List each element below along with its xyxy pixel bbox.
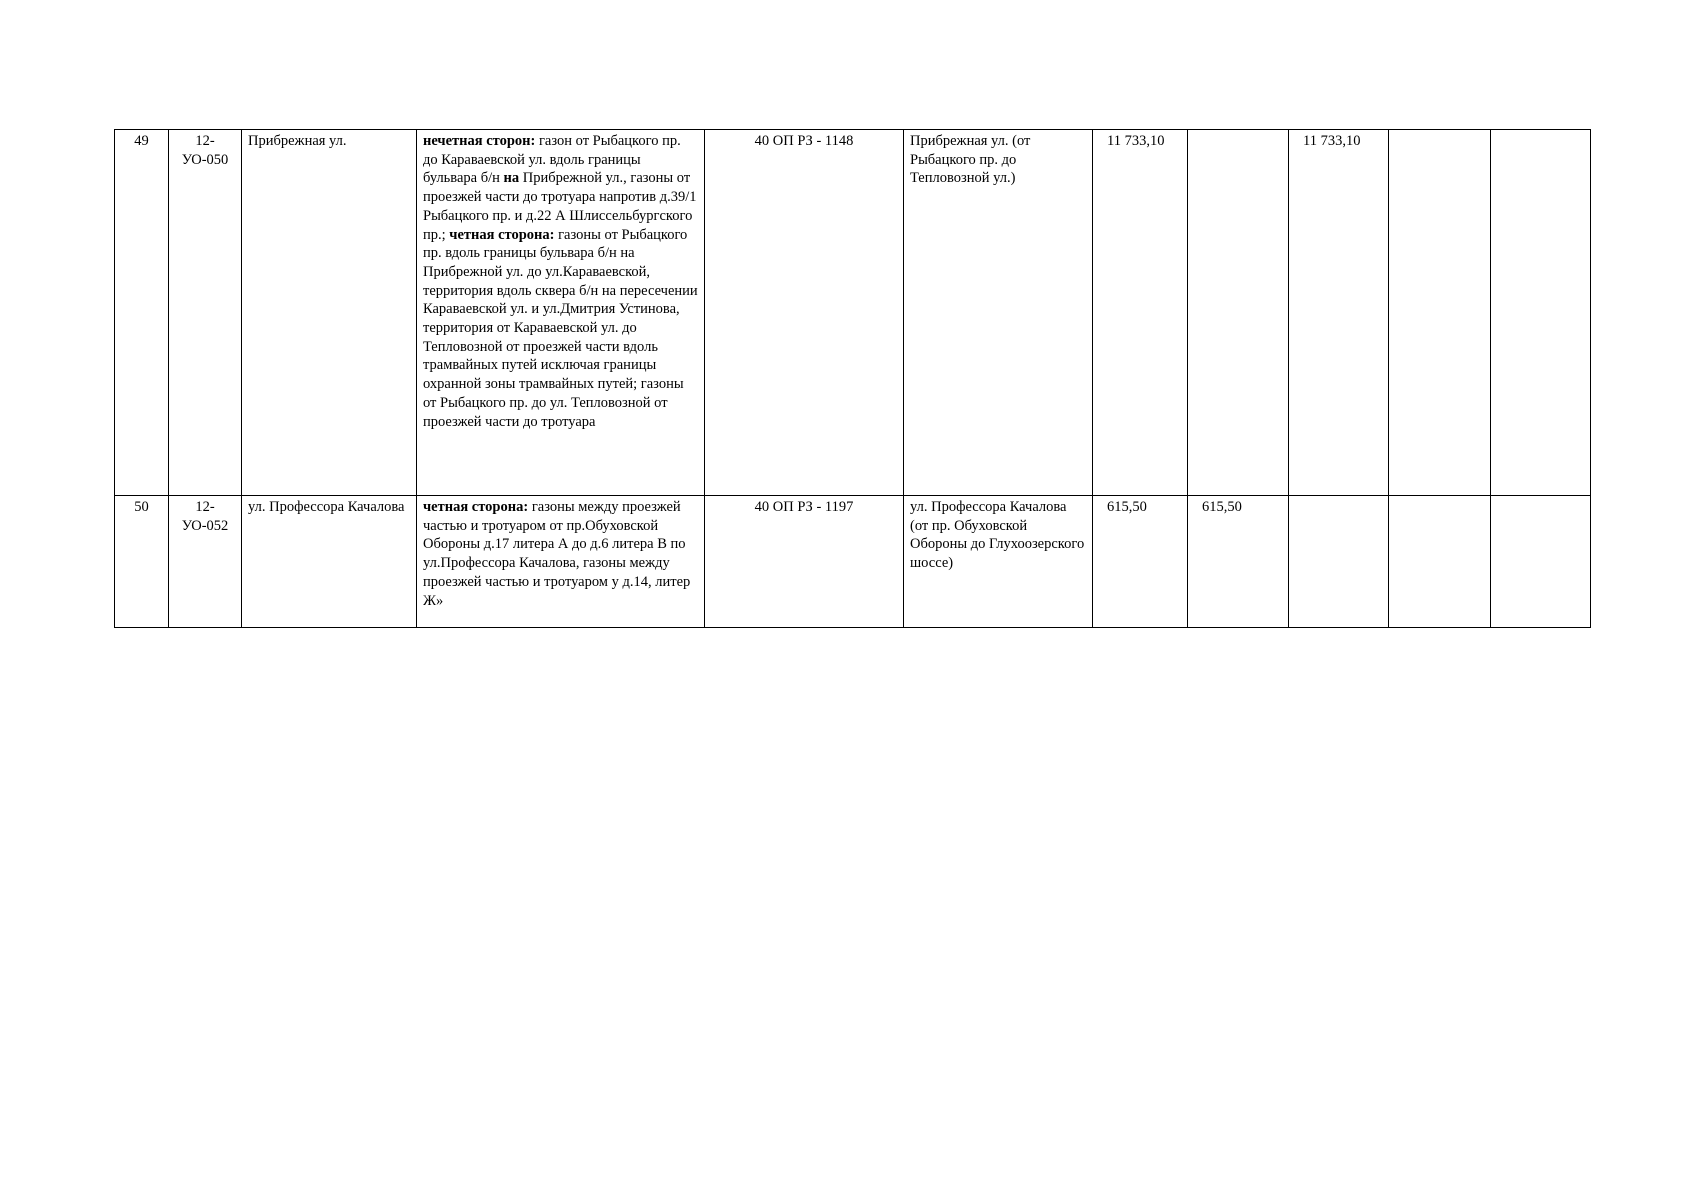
area-col-5: [1491, 130, 1591, 496]
area-col-5: [1491, 496, 1591, 628]
road-id: 40 ОП РЗ - 1197: [705, 496, 904, 628]
description-bold-part: на: [503, 170, 520, 187]
object-code: 12-УО-052: [169, 496, 242, 628]
area-col-4: [1389, 496, 1491, 628]
area-total: 11 733,10: [1093, 130, 1188, 496]
street-name: ул. Профессора Качалова: [242, 496, 417, 628]
area-col-2: [1188, 130, 1289, 496]
area-total: 615,50: [1093, 496, 1188, 628]
area-col-3: 11 733,10: [1289, 130, 1389, 496]
territory-description: [417, 130, 705, 496]
road-name: Прибрежная ул. (от Рыбацкого пр. до Тепловозной ул.): [904, 130, 1093, 496]
row-number: 50: [115, 496, 169, 628]
description-bold-part: четная сторона:: [423, 499, 529, 515]
row-number: 49: [115, 130, 169, 496]
description-part: Прибрежной ул., газоны от проезжей части до тротуара напротив д.39/1 Рыбацкого пр. и д.22 А Шлиссельбургского пр.;: [423, 170, 697, 243]
road-name: ул. Профессора Качалова (от пр. Обуховской Обороны до Глухоозерского шоссе): [904, 496, 1093, 628]
description-bold-part: нечетная сторон:: [423, 133, 536, 149]
description-part: газоны между проезжей частью и тротуаром от пр.Обуховской Обороны д.17 литера А до д.6 литера В по ул.Профессора Качалова, газоны между проезжей частью и тротуаром у д.14, литер Ж»: [423, 499, 691, 609]
street-table: [114, 129, 1591, 628]
road-id: 40 ОП РЗ - 1148: [705, 130, 904, 496]
street-name: Прибрежная ул.: [242, 130, 417, 496]
area-col-3: [1289, 496, 1389, 628]
description-bold-part: четная сторона:: [449, 226, 555, 243]
area-col-2: 615,50: [1188, 496, 1289, 628]
territory-description: [417, 496, 705, 628]
description-part: газоны от Рыбацкого пр. вдоль границы бульвара б/н на Прибрежной ул. до ул.Караваевской, территория вдоль сквера б/н на пересечении Караваевской ул. и ул.Дмитрия Устинова, территория от Караваевской ул. до Тепловозной от проезжей части вдоль трамвайных путей исключая границы охранной зоны трамвайных путей; газоны от Рыбацкого пр. до ул. Тепловозной от проезжей части до тротуара: [423, 226, 698, 430]
area-col-4: [1389, 130, 1491, 496]
table-row: [115, 496, 1591, 628]
table-row: [115, 130, 1591, 496]
object-code: 12-УО-050: [169, 130, 242, 496]
description-part: газон от Рыбацкого пр. до Караваевской ул. вдоль границы бульвара б/н: [423, 133, 681, 187]
